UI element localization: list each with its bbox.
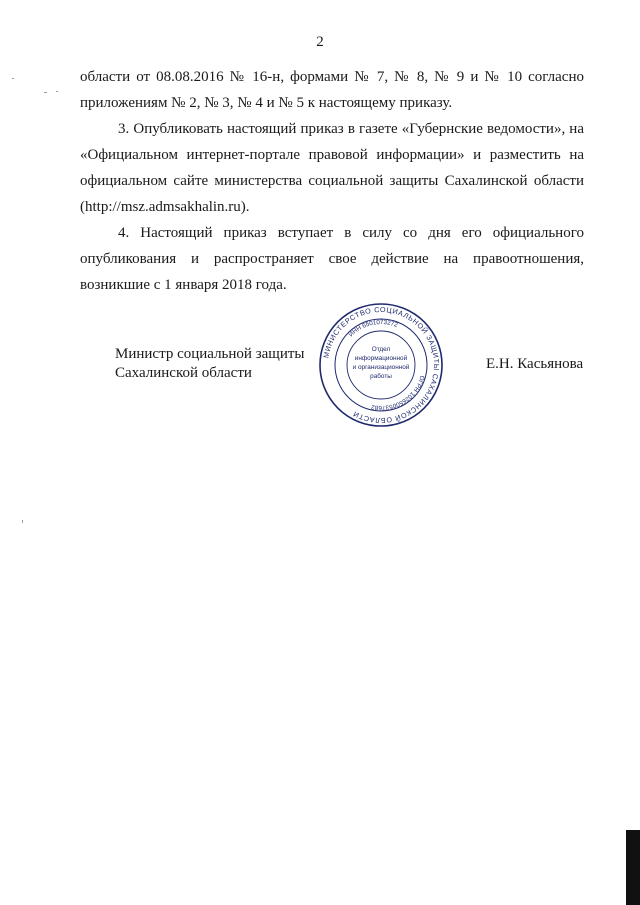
paragraph-1-line-2: приложениям № 2, № 3, № 4 и № 5 к настоящему приказу. <box>80 95 453 111</box>
signature-position-line-2: Сахалинской области <box>115 365 252 381</box>
signature-name: Е.Н. Касьянова <box>486 356 584 372</box>
paragraph-2-line-3: официальном сайте министерства социальной защиты Сахалинской области <box>80 173 584 189</box>
paragraph-3-line-3: возникшие с 1 января 2018 года. <box>80 277 287 293</box>
paragraph-3-line-1: 4. Настоящий приказ вступает в силу со дня его официального <box>118 225 584 241</box>
scan-speck <box>22 520 23 523</box>
scan-speck <box>12 78 14 79</box>
stamp-inn: ИНН 6501073272 <box>347 318 399 339</box>
stamp-center-line-3: и организационной <box>352 364 410 371</box>
signature-position-line-1: Министр социальной защиты <box>115 346 305 362</box>
scan-edge-bar <box>626 830 640 905</box>
paragraph-2-line-2: «Официальном интернет-портале правовой информации» и разместить на <box>80 147 584 163</box>
scan-speck <box>56 91 58 92</box>
signature-position <box>115 345 305 383</box>
paragraph-2 <box>80 116 584 220</box>
stamp-outer-text: МИНИСТЕРСТВО СОЦИАЛЬНОЙ ЗАЩИТЫ САХАЛИНСКОЙ ОБЛАСТИ <box>321 304 442 426</box>
paragraph-1 <box>80 64 584 116</box>
scan-speck <box>44 92 47 93</box>
stamp-center-line-2: информационной <box>354 355 408 362</box>
paragraph-3 <box>80 220 584 298</box>
paragraph-2-line-1: 3. Опубликовать настоящий приказ в газете «Губернские ведомости», на <box>118 121 584 137</box>
stamp-center-line-1: Отдел <box>371 346 391 353</box>
paragraph-1-line-1: области от 08.08.2016 № 16-н, формами № 7, № 8, № 9 и № 10 согласно <box>80 69 584 85</box>
paragraph-2-line-4: (http://msz.admsakhalin.ru). <box>80 199 250 215</box>
stamp-center-line-4: работы <box>370 373 392 380</box>
page-number: 2 <box>316 34 324 50</box>
stamp-ogrn: ОГРН 1026500537682 <box>370 374 426 412</box>
official-stamp <box>318 302 444 428</box>
paragraph-3-line-2: опубликования и распространяет свое действие на правоотношения, <box>80 251 584 267</box>
